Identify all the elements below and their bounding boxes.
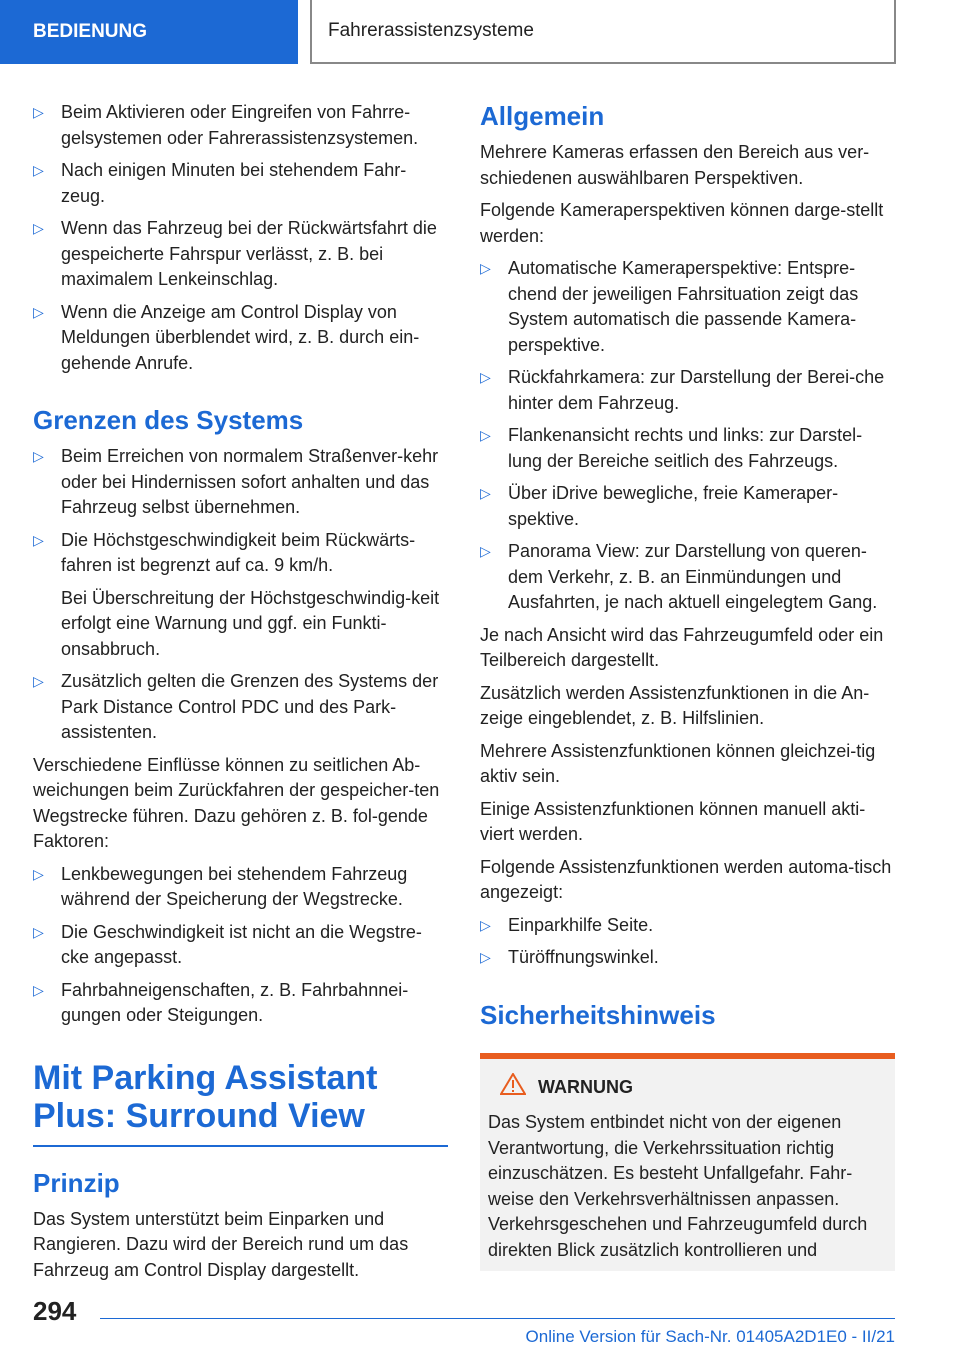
- right-column: [480, 100, 895, 1271]
- warning-box: [480, 1053, 895, 1272]
- triangle-bullet-icon: ▷: [33, 981, 44, 998]
- list-item: ▷ Die Höchstgeschwindigkeit beim Rückwärts-fahren ist begrenzt auf ca. 9 km/h.: [33, 529, 416, 575]
- page-number: 294: [33, 1296, 77, 1326]
- warning-header: [500, 1073, 887, 1103]
- triangle-bullet-icon: ▷: [33, 162, 44, 178]
- list-item-subparagraph: Bei Überschreitung der Höchstgeschwindig-keit erfolgt eine Warnung und ggf. ein Funkti-onsabbruch.: [61, 587, 440, 659]
- list-item: ▷ Wenn die Anzeige am Control Display von Meldungen überblendet wird, z. B. durch ein-gehende Anrufe.: [33, 301, 420, 373]
- heading-divider: [33, 1145, 448, 1147]
- list-item: ▷ Beim Aktivieren oder Eingreifen von Fahrre-gelsystemen oder Fahrerassistenzsystemen.: [33, 102, 419, 148]
- list-item: ▷ Lenkbewegungen bei stehendem Fahrzeug während der Speicherung der Wegstrecke.: [33, 863, 408, 909]
- list-item: ▷ Über iDrive bewegliche, freie Kameraper-spektive.: [480, 483, 839, 529]
- warning-triangle-icon: [500, 1073, 526, 1103]
- triangle-bullet-icon: ▷: [33, 531, 44, 548]
- triangle-bullet-icon: ▷: [33, 220, 44, 236]
- list-item: ▷ Automatische Kameraperspektive: Entspre-chend der jeweiligen Fahrsituation zeigt das System automatisch die passende Kamera-perspektive.: [480, 258, 859, 355]
- list-item: ▷ Einparkhilfe Seite.: [480, 913, 895, 939]
- triangle-bullet-icon: ▷: [480, 949, 491, 965]
- paragraph: Je nach Ansicht wird das Fahrzeugumfeld oder ein Teilbereich dargestellt.: [480, 624, 884, 670]
- triangle-bullet-icon: ▷: [480, 916, 491, 933]
- triangle-bullet-icon: ▷: [33, 104, 44, 120]
- list-item: ▷ Beim Erreichen von normalem Straßenver-kehr oder bei Hindernissen sofort anhalten und das Fahrzeug selbst übernehmen.: [33, 446, 439, 517]
- principle-heading: Prinzip: [33, 1167, 120, 1198]
- safety-heading: Sicherheitshinweis: [480, 999, 716, 1030]
- limits-paragraph: Verschiedene Einflüsse können zu seitlichen Ab-weichungen beim Zurückfahren der gespeicher-ten Wegstrecke führen. Dazu gehören z. B. fol-gende Faktoren:: [33, 754, 440, 851]
- paragraph: Zusätzlich werden Assistenzfunktionen in die An-zeige eingeblendet, z. B. Hilfslinien.: [480, 682, 870, 728]
- list-item: ▷ Nach einigen Minuten bei stehendem Fahr-zeug.: [33, 160, 407, 206]
- list-item: ▷ Panorama View: zur Darstellung von queren-dem Verkehr, z. B. an Einmündungen und Ausfahrten, je nach aktuell eingelegtem Gang.: [480, 541, 878, 612]
- paragraph: Folgende Assistenzfunktionen werden automa-tisch angezeigt:: [480, 856, 892, 902]
- paragraph: Mehrere Assistenzfunktionen können gleichzei-tig aktiv sein.: [480, 740, 876, 786]
- paragraph: Mehrere Kameras erfassen den Bereich aus ver-schiedenen auswählbaren Perspektiven.: [480, 142, 870, 188]
- paragraph: Einige Assistenzfunktionen können manuell akti-viert werden.: [480, 798, 866, 844]
- triangle-bullet-icon: ▷: [480, 260, 491, 276]
- chapter-heading: Mit Parking Assistant Plus: Surround View: [33, 1058, 378, 1135]
- list-item: ▷ Fahrbahneigenschaften, z. B. Fahrbahnnei-gungen oder Steigungen.: [33, 979, 409, 1025]
- limits-heading: Grenzen des Systems: [33, 405, 304, 435]
- section-title: Fahrerassistenzsysteme: [310, 0, 896, 64]
- list-item: ▷ Die Geschwindigkeit ist nicht an die Wegstre-cke angepasst.: [33, 921, 422, 967]
- chapter-tab: BEDIENUNG: [0, 0, 298, 64]
- triangle-bullet-icon: ▷: [33, 303, 44, 320]
- list-item: ▷ Türöffnungswinkel.: [480, 945, 895, 971]
- triangle-bullet-icon: ▷: [480, 543, 491, 559]
- list-item: ▷ Flankenansicht rechts und links: zur Darstel-lung der Bereiche seitlich des Fahrzeugs.: [480, 425, 863, 471]
- principle-text: Das System unterstützt beim Einparken und Rangieren. Dazu wird der Bereich rund um das Fahrzeug am Control Display dargestellt.: [33, 1208, 409, 1280]
- footer-online-version: Online Version für Sach-Nr. 01405A2D1E0 - II/21: [525, 1327, 895, 1346]
- triangle-bullet-icon: ▷: [480, 427, 491, 443]
- triangle-bullet-icon: ▷: [33, 673, 44, 689]
- footer-divider: [100, 1318, 895, 1319]
- triangle-bullet-icon: ▷: [33, 923, 44, 940]
- warning-label: WARNUNG: [538, 1076, 633, 1097]
- triangle-bullet-icon: ▷: [33, 448, 44, 464]
- triangle-bullet-icon: ▷: [480, 485, 491, 501]
- paragraph: Folgende Kameraperspektiven können darge-stellt werden:: [480, 200, 884, 246]
- list-item: ▷ Rückfahrkamera: zur Darstellung der Berei-che hinter dem Fahrzeug.: [480, 367, 885, 413]
- list-item: ▷ Zusätzlich gelten die Grenzen des Systems der Park Distance Control PDC und des Park-assistenten.: [33, 671, 439, 742]
- triangle-bullet-icon: ▷: [33, 865, 44, 882]
- general-heading: Allgemein: [480, 101, 605, 131]
- warning-text: Das System entbindet nicht von der eigenen Verantwortung, die Verkehrssituation richtig einzuschätzen. Es besteht Unfallgefahr. Fahr-weise den Verkehrsverhältnissen anpassen. Verkehrsgeschehen und Fahrzeugumfeld durch direkten Blick zusätzlich kontrollieren und: [488, 1112, 868, 1260]
- triangle-bullet-icon: ▷: [480, 369, 491, 385]
- left-column: [33, 100, 448, 1290]
- list-item: ▷ Wenn das Fahrzeug bei der Rückwärtsfahrt die gespeicherte Fahrspur verlässt, z. B. bei maximalem Lenkeinschlag.: [33, 218, 437, 289]
